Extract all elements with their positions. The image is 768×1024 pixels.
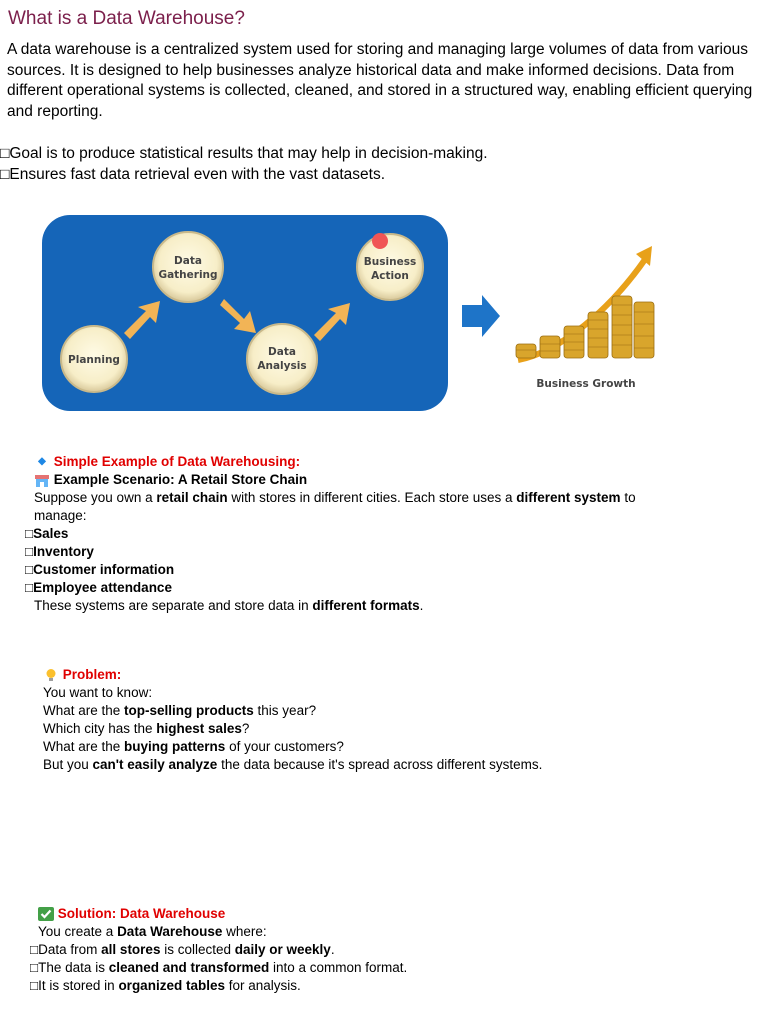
solution-heading: Solution: Data Warehouse xyxy=(30,905,750,923)
arrow-right-icon xyxy=(462,295,500,337)
node-label: Data xyxy=(174,255,202,267)
list-item: □Sales xyxy=(25,526,69,542)
problem-heading: Problem: xyxy=(43,666,763,684)
red-dot-icon xyxy=(372,233,388,249)
problem-line: You want to know: xyxy=(43,685,153,700)
example-scenario: Example Scenario: A Retail Store Chain xyxy=(34,471,754,489)
check-mark-icon xyxy=(38,907,54,921)
solution-line: □Data from all stores is collected daily or weekly. xyxy=(30,942,335,957)
problem-line: Which city has the highest sales? xyxy=(43,721,250,736)
node-label: Data xyxy=(268,346,296,358)
node-label: Planning xyxy=(68,354,120,366)
node-label: Gathering xyxy=(158,269,218,281)
goal-item: □Ensures fast data retrieval even with the vast datasets. xyxy=(0,166,386,183)
example-heading: ◆ Simple Example of Data Warehousing: xyxy=(34,453,754,471)
node-label: Analysis xyxy=(257,360,307,372)
node-business-action xyxy=(357,233,423,300)
business-growth-graphic xyxy=(460,240,675,410)
node-planning xyxy=(61,326,127,392)
node-data-analysis xyxy=(247,324,317,394)
store-icon xyxy=(34,474,50,488)
list-item: □Inventory xyxy=(25,544,94,560)
node-label: Action xyxy=(371,270,409,282)
solution-line: □The data is cleaned and transformed into a common format. xyxy=(30,960,408,975)
list-item: □Customer information xyxy=(25,562,175,578)
process-diagram xyxy=(42,215,448,411)
goal-item: □Goal is to produce statistical results that may help in decision-making. xyxy=(0,145,488,162)
example-paragraph: Suppose you own a retail chain with stores in different cities. Each store uses a different system to xyxy=(34,490,636,506)
node-data-gathering xyxy=(153,232,223,302)
problem-line: But you can't easily analyze the data because it's spread across different systems. xyxy=(43,757,543,772)
problem-line: What are the buying patterns of your customers? xyxy=(43,739,344,754)
example-section xyxy=(25,453,754,615)
problem-section xyxy=(43,666,763,774)
growth-caption: Business Growth xyxy=(536,378,636,390)
solution-line: □It is stored in organized tables for analysis. xyxy=(30,978,301,993)
intro-paragraph: A data warehouse is a centralized system used for storing and managing large volumes of data from various sources. It is designed to help businesses analyze historical data and make informed decisions. Data from different operational systems is collected, cleaned, and stored in a structured way, enabling efficient querying and reporting. xyxy=(7,41,753,120)
list-item: □Employee attendance xyxy=(25,580,172,596)
lightbulb-icon xyxy=(43,668,59,682)
problem-line: What are the top-selling products this year? xyxy=(43,703,317,718)
solution-line: You create a Data Warehouse where: xyxy=(38,924,267,939)
node-label: Business xyxy=(363,256,417,268)
solution-section xyxy=(30,905,750,995)
system-list xyxy=(25,525,754,597)
example-summary: These systems are separate and store data in different formats. xyxy=(34,598,424,614)
blue-diamond-icon: ◆ xyxy=(38,456,46,468)
example-paragraph-cont: manage: xyxy=(34,508,87,524)
page-title: What is a Data Warehouse? xyxy=(8,8,245,29)
goal-list xyxy=(0,143,488,185)
